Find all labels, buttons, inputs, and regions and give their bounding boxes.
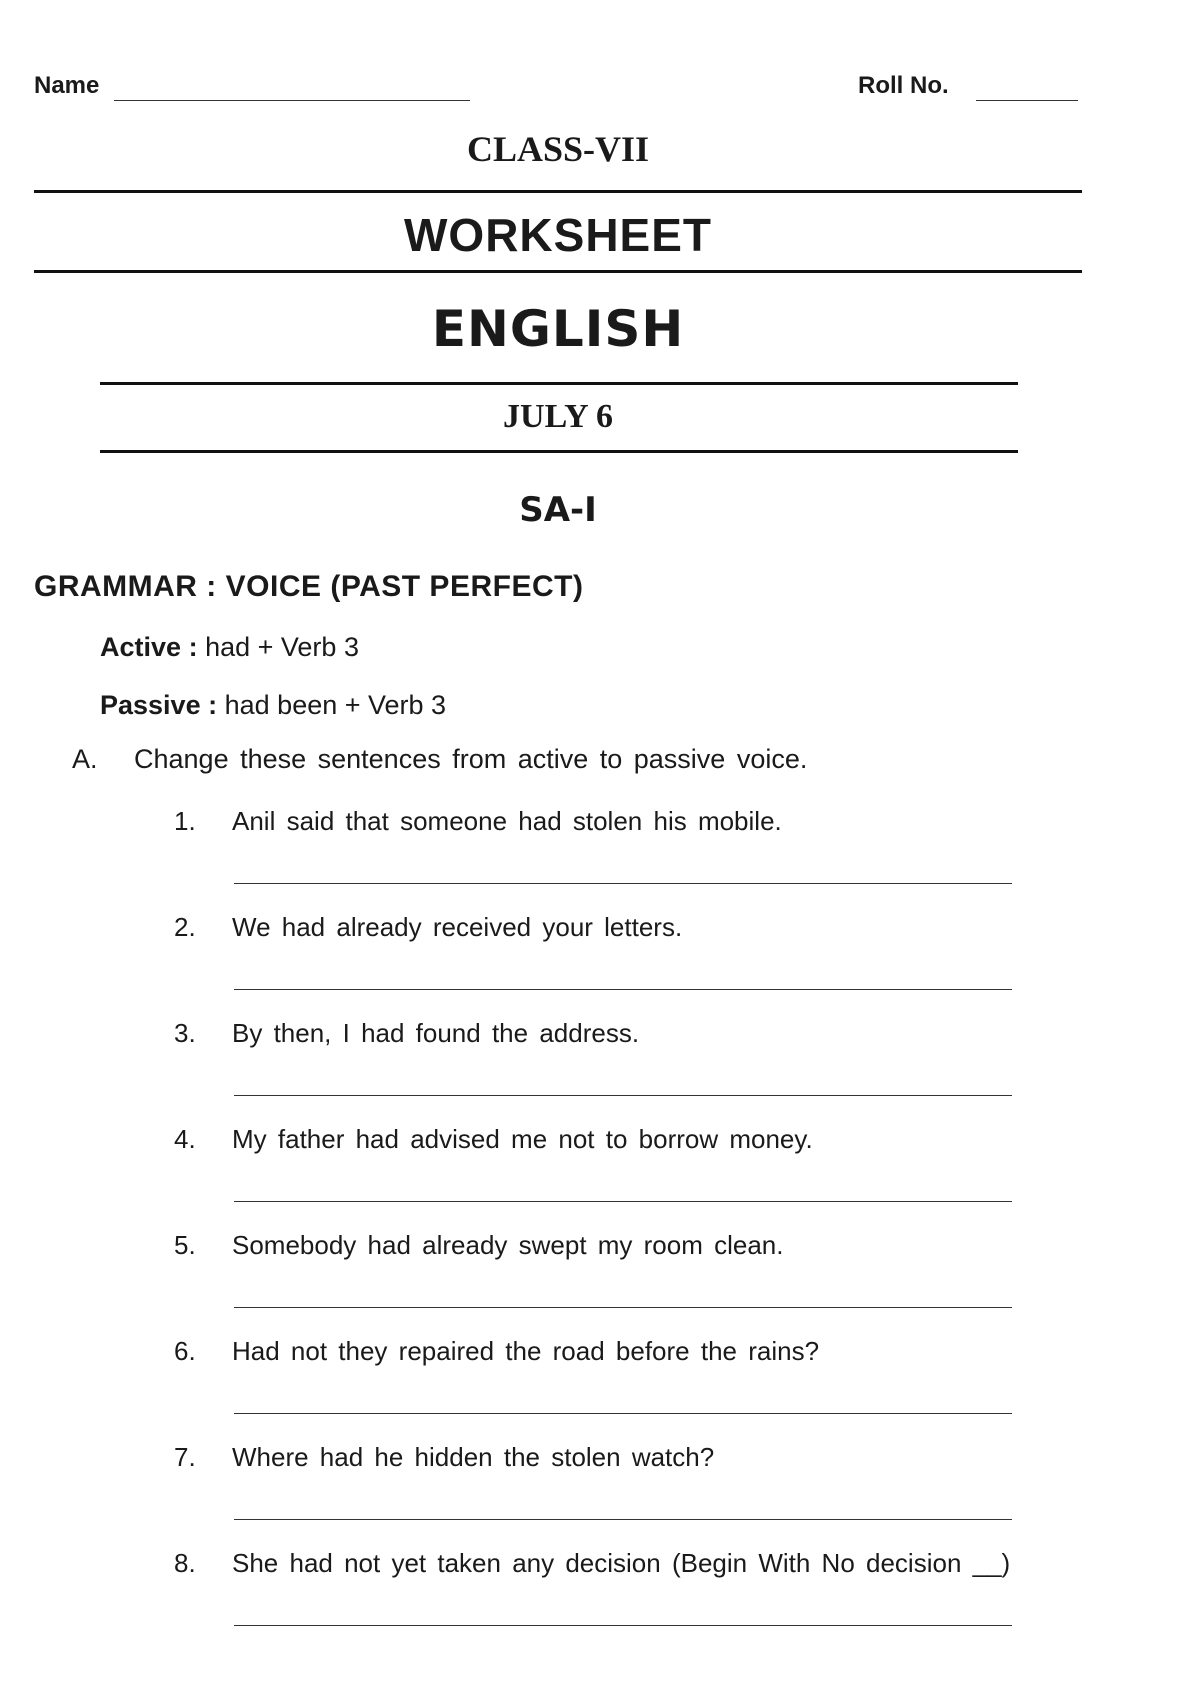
- question-number: 2.: [174, 912, 196, 942]
- answer-line[interactable]: [234, 1095, 1012, 1096]
- rule-separator: :: [208, 690, 218, 720]
- name-blank-line[interactable]: [114, 100, 470, 101]
- question-number: 4.: [174, 1124, 196, 1154]
- question-text: Anil said that someone had stolen his mobile.: [232, 806, 782, 836]
- rule-separator: :: [188, 632, 198, 662]
- roll-number-blank-line[interactable]: [976, 100, 1078, 101]
- question-number: 7.: [174, 1442, 196, 1472]
- divider-rule: [34, 190, 1082, 193]
- question-number: 1.: [174, 806, 196, 836]
- answer-line[interactable]: [234, 1307, 1012, 1308]
- divider-rule: [100, 450, 1018, 453]
- divider-rule: [34, 270, 1082, 273]
- name-label: Name: [34, 72, 100, 99]
- answer-line[interactable]: [234, 883, 1012, 884]
- question-number: 3.: [174, 1018, 196, 1048]
- roll-number-label: Roll No.: [858, 72, 949, 99]
- answer-line[interactable]: [234, 989, 1012, 990]
- question-number: 5.: [174, 1230, 196, 1260]
- rule-active: [100, 632, 359, 663]
- subject-title: ENGLISH: [431, 300, 685, 358]
- rule-label: Passive: [100, 690, 201, 720]
- question-text: We had already received your letters.: [232, 912, 683, 942]
- exercise-instruction: [72, 744, 807, 775]
- question-number: 6.: [174, 1336, 196, 1366]
- answer-line[interactable]: [234, 1201, 1012, 1202]
- instruction-text: Change these sentences from active to passive voice.: [134, 744, 808, 774]
- rule-passive: [100, 690, 446, 721]
- class-title: CLASS-VII: [466, 129, 650, 169]
- answer-line[interactable]: [234, 1413, 1012, 1414]
- divider-rule: [100, 382, 1018, 385]
- term-title: SA-I: [519, 490, 597, 530]
- question-text: She had not yet taken any decision (Begin With No decision __): [232, 1548, 1011, 1578]
- exercise-letter: A.: [72, 744, 98, 774]
- date-title: JULY 6: [503, 398, 613, 435]
- rule-text: had + Verb 3: [205, 632, 359, 662]
- question-text: Somebody had already swept my room clean.: [232, 1230, 784, 1260]
- worksheet-title: WORKSHEET: [404, 209, 712, 261]
- question-text: By then, I had found the address.: [232, 1018, 640, 1048]
- question-text: My father had advised me not to borrow money.: [232, 1124, 813, 1154]
- section-heading: GRAMMAR : VOICE (PAST PERFECT): [34, 570, 584, 603]
- rule-label: Active: [100, 632, 182, 662]
- answer-line[interactable]: [234, 1625, 1012, 1626]
- question-text: Where had he hidden the stolen watch?: [232, 1442, 715, 1472]
- question-text: Had not they repaired the road before the rains?: [232, 1336, 820, 1366]
- rule-text: had been + Verb 3: [224, 690, 447, 720]
- answer-line[interactable]: [234, 1519, 1012, 1520]
- question-number: 8.: [174, 1548, 196, 1578]
